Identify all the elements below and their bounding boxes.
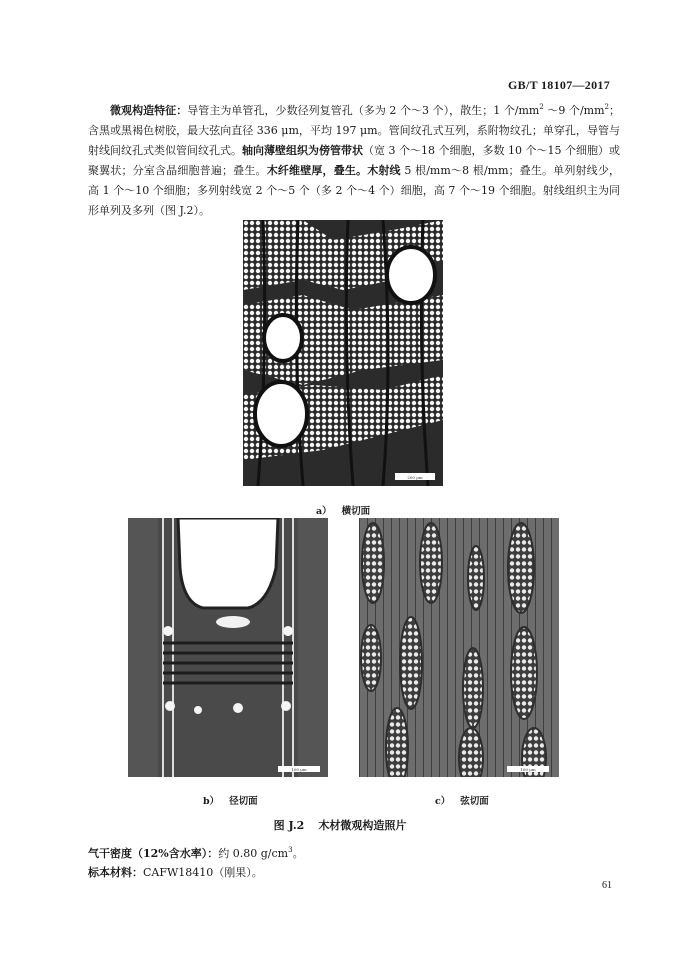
caption-a [316,503,370,517]
ray-label: 木射线 [367,164,401,177]
micrograph-cross-section [243,220,443,486]
caption-label: c） [435,796,451,807]
page-number: 61 [602,880,612,891]
specimen-label: 标本材料： [88,866,143,879]
text-segment: ；含黑或黑褐色树胶，最大弦向直径 336 μm，平均 197 μm。管间纹孔式互列，系附物纹孔；单穿孔，导管与射线间纹孔式类似管间纹孔式。 [88,104,620,157]
caption-text: 弦切面 [460,796,489,807]
superscript: 3 [288,846,293,854]
scale-bar-b: 100 μm [291,767,307,772]
figure-title-text: 木材微观构造照片 [318,819,407,832]
density-value: 约 0.80 g/cm [218,847,289,860]
micrograph-tangential-section [359,518,559,777]
standard-code: GB/T 18107—2017 [508,78,610,92]
text-segment: （宽 3 个～18 个细胞，多数 10 个～15 个细胞）或聚翼状；分室含晶细胞普遍；叠生。 [88,144,621,177]
caption-label: b） [203,796,220,807]
micrograph-radial-section [128,518,328,777]
caption-text: 径切面 [229,796,258,807]
text-segment: 导管主为单管孔，少数径列复管孔（多为 2 个～3 个），散生；1 个/mm [187,104,540,117]
lead-label: 微观构造特征： [110,104,188,117]
scale-bar-a: 200 μm [407,475,423,480]
text-segment: ～9 个/mm [543,104,605,117]
parenchyma-label: 轴向薄壁组织为傍管带状 [242,144,364,157]
text-segment: 5 根/mm～8 根/mm；叠生。单列射线少，高 1 个～10 个细胞；多列射线宽 2 个～5 个（多 2 个～4 个）细胞，高 7 个～19 个细胞。射线组织主为同形单列及多列（图 J.2）。 [88,164,621,217]
superscript: 2 [604,103,609,111]
density-line [88,845,304,861]
density-suffix: 。 [292,847,304,860]
specimen-line [88,864,263,880]
caption-b [203,793,258,807]
specimen-value: CAFW18410（刚果）。 [143,866,263,879]
caption-c [435,793,489,807]
caption-label: a） [316,506,332,517]
caption-text: 横切面 [341,506,371,517]
density-label: 气干密度（12%含水率）： [88,847,219,860]
superscript: 2 [539,103,544,111]
microstructure-paragraph [88,101,620,221]
scale-bar-c: 100 μm [520,767,536,772]
figure-number: 图 J.2 [273,819,305,832]
fiber-label: 木纤维壁厚，叠生。 [266,164,368,177]
figure-title [0,817,680,833]
